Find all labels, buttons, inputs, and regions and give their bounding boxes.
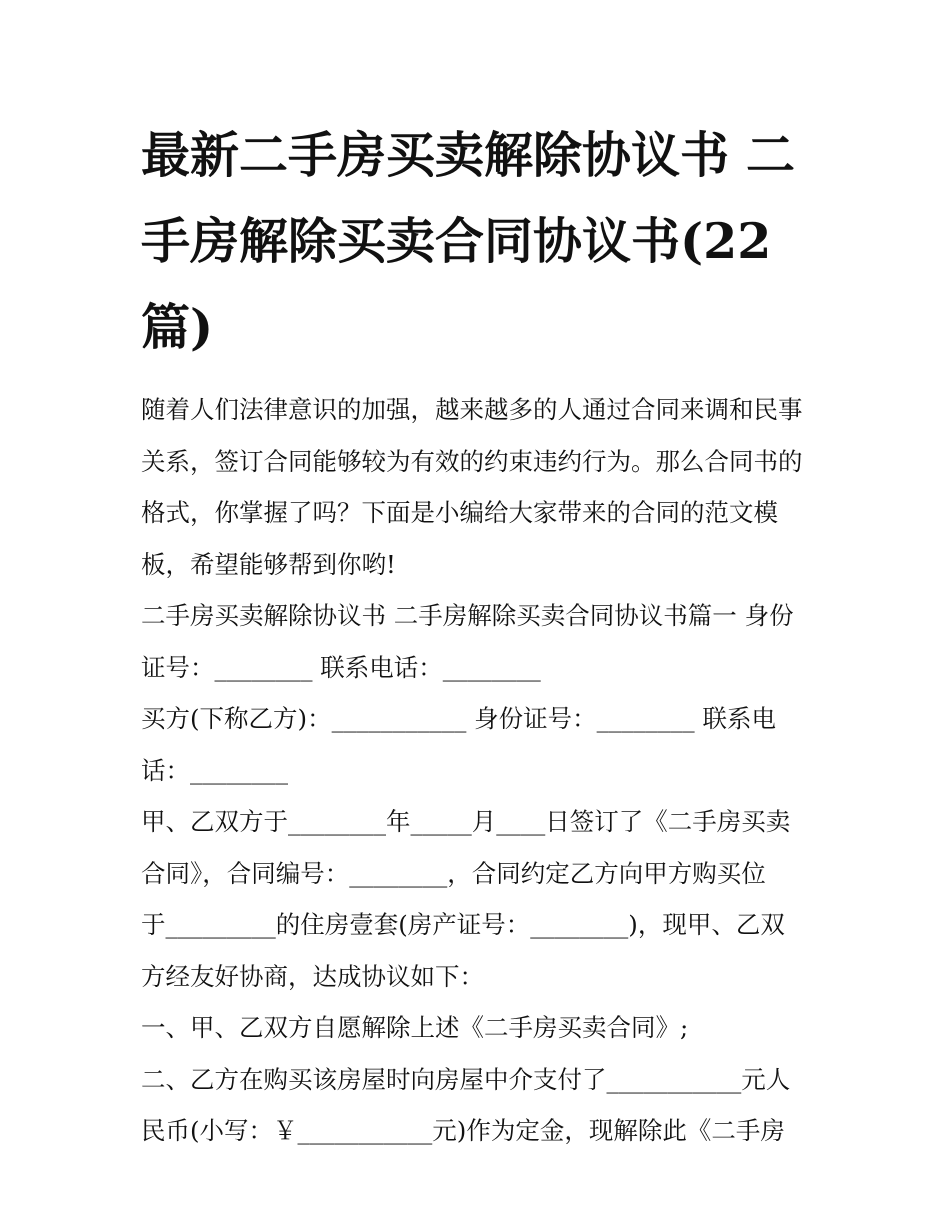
seller-id-line: 证号：________ 联系电话：________ xyxy=(141,652,541,682)
clause-two-line: 民币(小写：￥___________元)作为定金，现解除此《二手房 xyxy=(141,1116,785,1145)
contract-paragraph-line: 方经友好协商，达成协议如下： xyxy=(141,961,484,991)
contract-paragraph-line: 合同》，合同编号：________，合同约定乙方向甲方购买位 xyxy=(141,858,766,888)
intro-line: 关系，签订合同能够较为有效的约束违约行为。那么合同书的 xyxy=(141,446,803,476)
contract-paragraph-line: 于_________的住房壹套(房产证号：________)，现甲、乙双 xyxy=(141,910,785,939)
title-line: 篇) xyxy=(141,298,214,356)
contract-paragraph-line: 甲、乙双方于________年_____月____日签订了《二手房买卖 xyxy=(141,807,791,836)
document-title xyxy=(141,112,816,370)
section-heading-line: 二手房买卖解除协议书 二手房解除买卖合同协议书篇一 身份 xyxy=(141,601,794,630)
buyer-phone-line: 话：________ xyxy=(141,755,288,785)
document-body xyxy=(141,384,816,1157)
document-page xyxy=(141,112,816,1157)
intro-line: 随着人们法律意识的加强，越来越多的人通过合同来调和民事 xyxy=(141,395,803,424)
clause-two-line: 二、乙方在购买该房屋时向房屋中介支付了___________元人 xyxy=(141,1064,791,1094)
intro-line: 格式，你掌握了吗？下面是小编给大家带来的合同的范文模 xyxy=(141,498,778,527)
title-line: 手房解除买卖合同协议书(22 xyxy=(141,212,772,270)
title-line: 最新二手房买卖解除协议书 二 xyxy=(141,126,796,184)
buyer-line: 买方(下称乙方)：___________ 身份证号：________ 联系电 xyxy=(141,704,776,733)
clause-one-line: 一、甲、乙双方自愿解除上述《二手房买卖合同》; xyxy=(141,1013,689,1042)
intro-line: 板，希望能够帮到你哟! xyxy=(141,549,396,579)
